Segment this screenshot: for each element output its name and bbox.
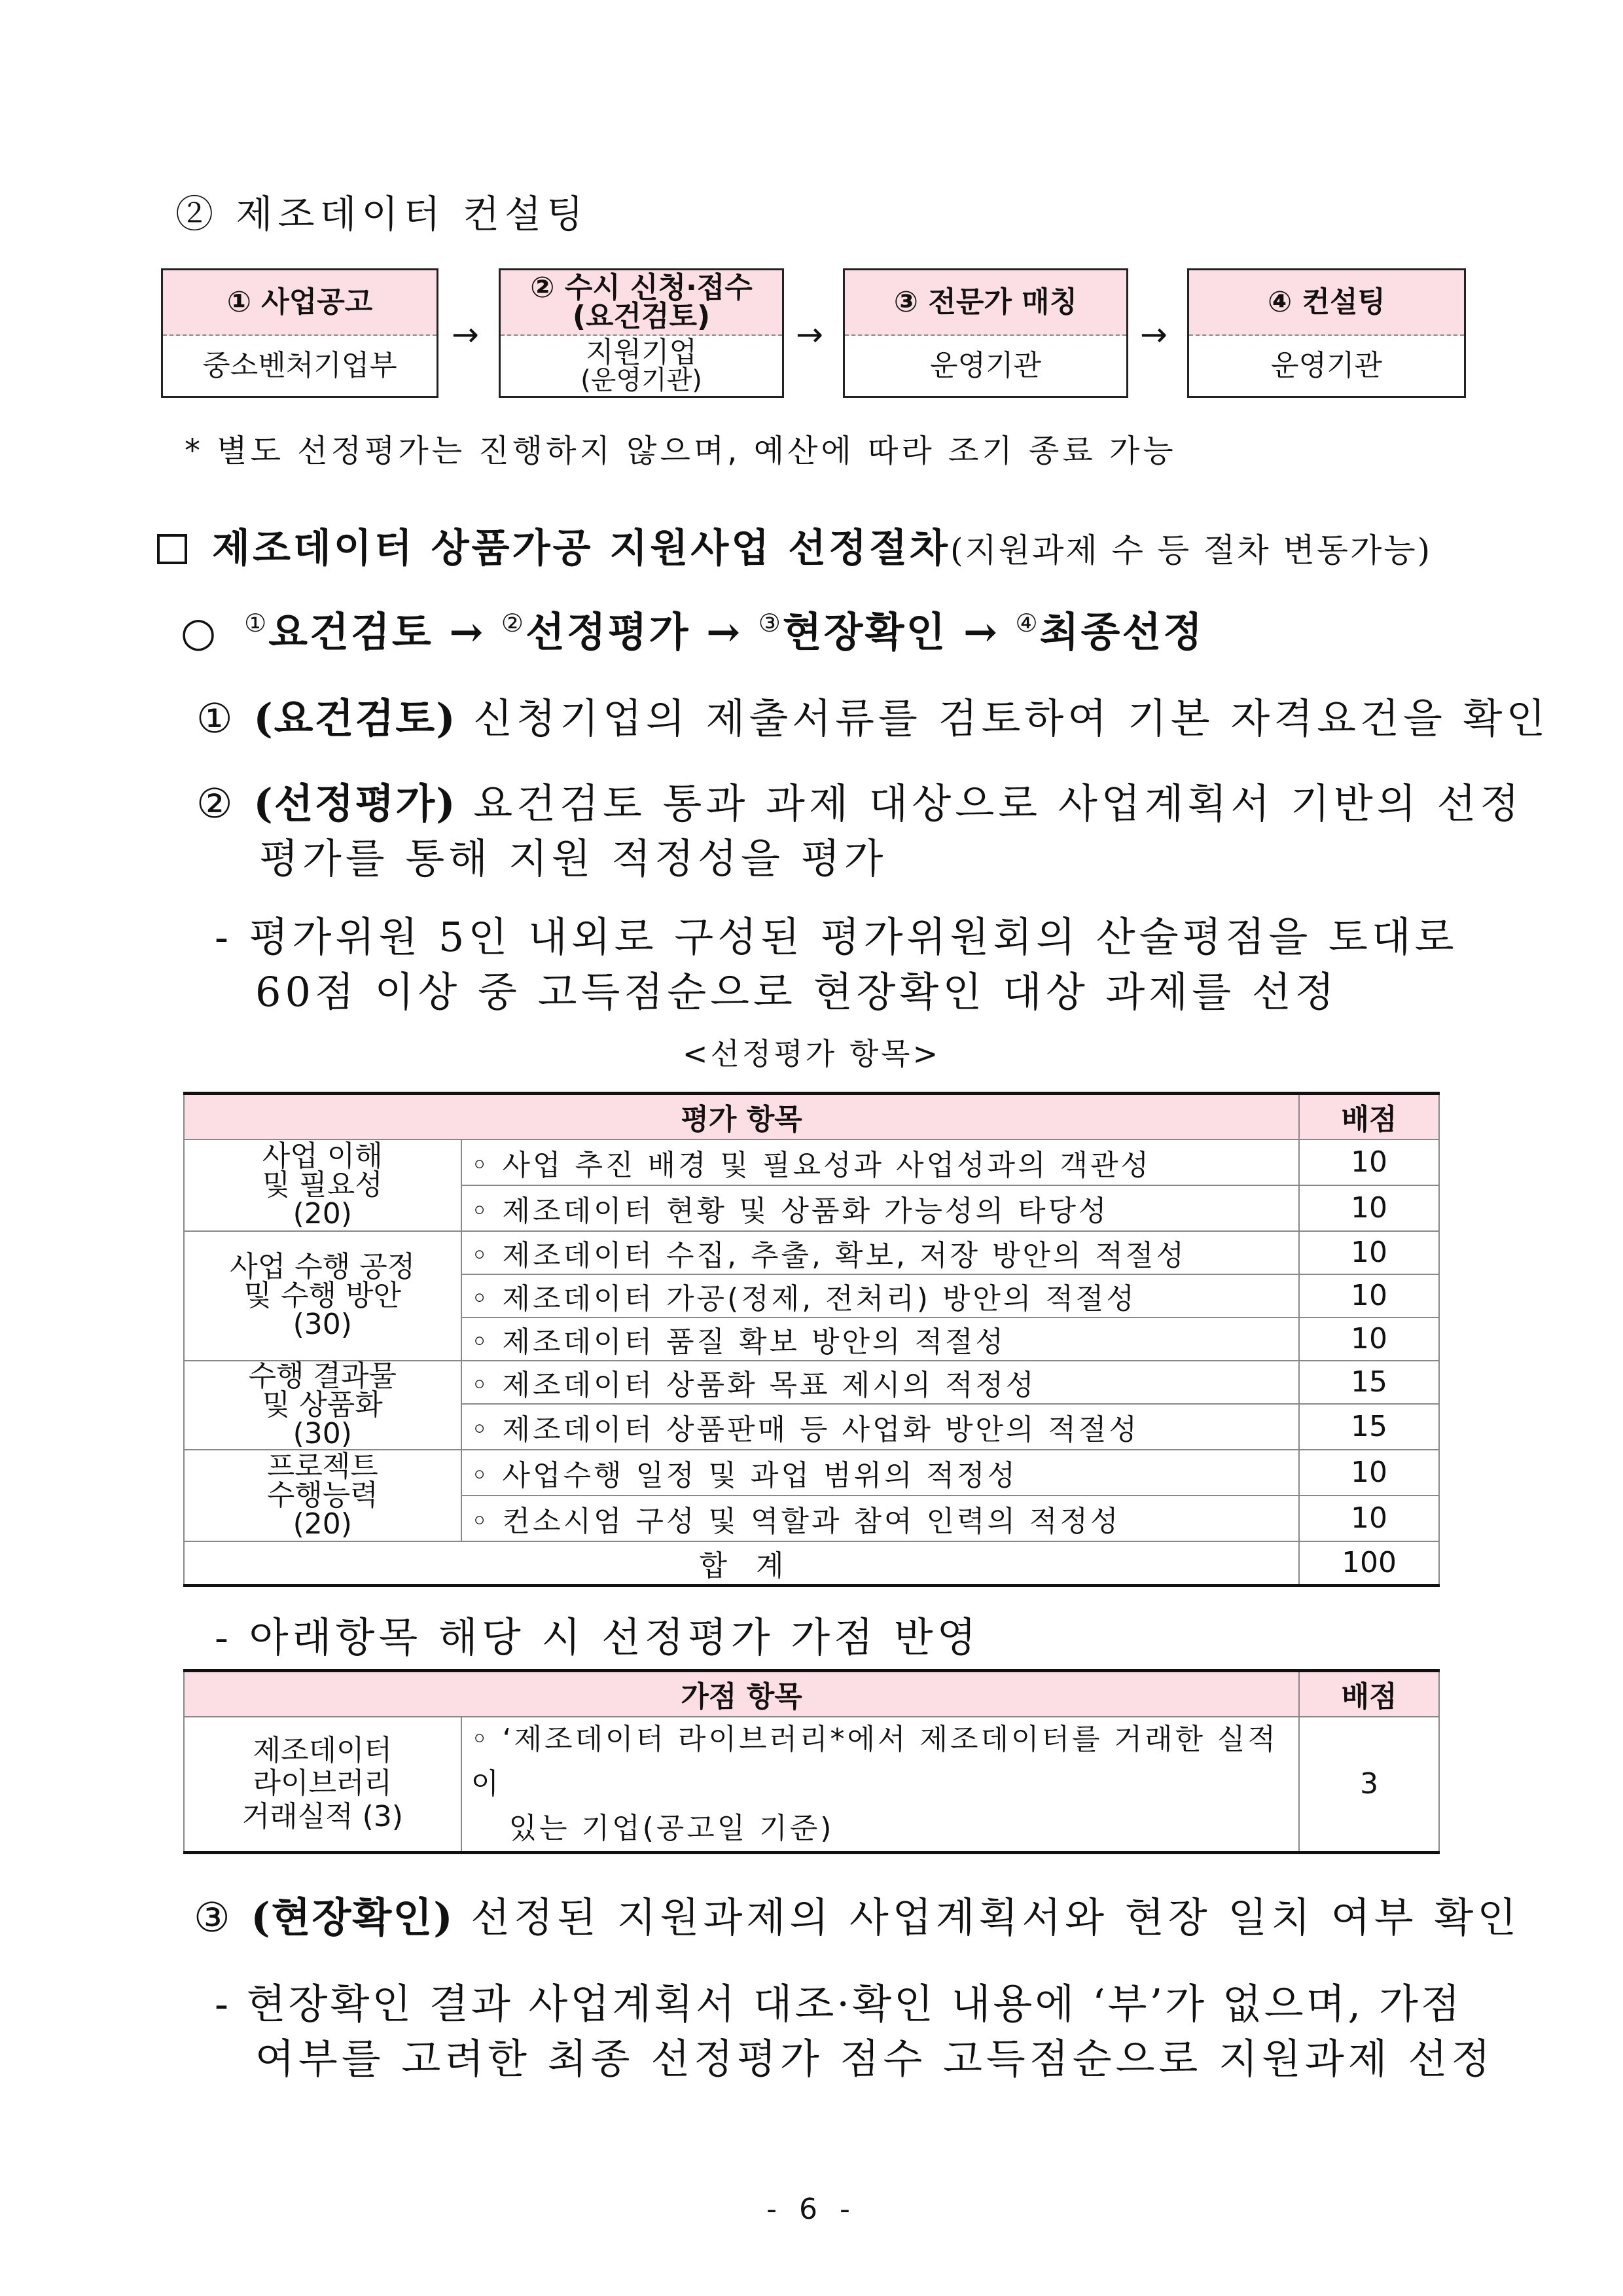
eval-score: 15 <box>1299 1404 1439 1450</box>
eval-category-line: 수행 결과물 <box>248 1359 397 1393</box>
flow-box-4 <box>1187 268 1466 398</box>
eval-item: ◦ 제조데이터 현황 및 상품화 가능성의 타당성 <box>461 1185 1300 1231</box>
eval-header-score: 배점 <box>1299 1094 1439 1139</box>
eval-category-line: 및 수행 방안 <box>243 1278 402 1312</box>
step2-paragraph <box>196 771 1523 829</box>
section-heading <box>157 517 1432 573</box>
eval-score: 10 <box>1299 1496 1439 1541</box>
eval-score: 10 <box>1299 1185 1439 1231</box>
step3-dash-line2: 여부를 고려한 최종 선정평가 점수 고득점순으로 지원과제 선정 <box>255 2035 1495 2083</box>
table-row <box>184 1717 1439 1853</box>
eval-table-header <box>184 1094 1439 1139</box>
table-row <box>184 1361 1439 1404</box>
eval-category-line: 사업 이해 <box>262 1139 383 1173</box>
eval-category-line: 및 필요성 <box>262 1168 383 1202</box>
step2-num: ② <box>196 780 237 827</box>
flow-box-2-body-line2: (운영기관) <box>580 365 702 395</box>
step-label: 선정평가 <box>525 608 690 656</box>
eval-category <box>184 1450 461 1541</box>
selection-steps <box>181 600 1204 658</box>
step1-paragraph <box>196 686 1549 744</box>
table-row <box>184 1450 1439 1496</box>
eval-score: 10 <box>1299 1274 1439 1318</box>
heading-subtitle: (지원과제 수 등 절차 변동가능) <box>950 531 1433 569</box>
flow-box-2-body-line1: 지원기업 <box>585 336 697 369</box>
eval-category-line: 프로젝트 <box>266 1449 378 1483</box>
flow-arrow: → <box>1140 315 1168 353</box>
heading-title: 제조데이터 상품가공 지원사업 선정절차 <box>212 526 950 571</box>
step3-num: ③ <box>194 1893 234 1941</box>
step3-dash-line1: - 현장확인 결과 사업계획서 대조·확인 내용에 ‘부’가 없으며, 가점 <box>215 1980 1463 2028</box>
flow-box-1-head: ① 사업공고 <box>163 270 437 336</box>
flow-note: * 별도 선정평가는 진행하지 않으며, 예산에 따라 조기 종료 가능 <box>185 433 1177 469</box>
flow-box-1-body: 중소벤처기업부 <box>202 349 397 382</box>
step-label: 현장확인 <box>782 608 948 656</box>
eval-item: ◦ 컨소시엄 구성 및 역할과 참여 인력의 적정성 <box>461 1496 1300 1541</box>
eval-category-line: 및 상품화 <box>262 1388 383 1422</box>
eval-category <box>184 1231 461 1361</box>
flow-box-2-body <box>501 336 782 396</box>
step2-dash-line2: 60점 이상 중 고득점순으로 현장확인 대상 과제를 선정 <box>255 968 1338 1016</box>
eval-total-row <box>184 1541 1439 1586</box>
flow-box-2-head-line1: ② 수시 신청·접수 <box>530 271 753 304</box>
step-label: 요건검토 <box>268 608 433 656</box>
eval-header-item: 평가 항목 <box>184 1094 1299 1139</box>
flow-box-1 <box>161 268 438 398</box>
step-arrow: → <box>706 608 743 656</box>
eval-category-line: 사업 수행 공정 <box>230 1249 416 1283</box>
step-num: ② <box>501 609 526 637</box>
bonus-header-item: 가점 항목 <box>184 1671 1299 1717</box>
table-row <box>184 1139 1439 1185</box>
bonus-item-line: 있는 기업(공고일 기준) <box>508 1811 834 1845</box>
eval-item: ◦ 제조데이터 수집, 추출, 확보, 저장 방안의 적절성 <box>461 1231 1300 1274</box>
step-num: ① <box>244 609 269 637</box>
eval-item: ◦ 제조데이터 품질 확보 방안의 적절성 <box>461 1318 1300 1361</box>
step1-text: 신청기업의 제출서류를 검토하여 기본 자격요건을 확인 <box>473 694 1550 742</box>
eval-score: 15 <box>1299 1361 1439 1404</box>
step-arrow: → <box>963 608 999 656</box>
section-title: ② 제조데이터 컨설팅 <box>175 192 589 236</box>
eval-item: ◦ 제조데이터 상품화 목표 제시의 적정성 <box>461 1361 1300 1404</box>
eval-category-points: (20) <box>293 1507 352 1541</box>
bonus-table <box>183 1669 1440 1854</box>
eval-item: ◦ 제조데이터 상품판매 등 사업화 방안의 적절성 <box>461 1404 1300 1450</box>
table-row <box>184 1231 1439 1274</box>
bonus-header-score: 배점 <box>1299 1671 1439 1717</box>
checkbox-square-icon <box>157 534 187 564</box>
eval-table <box>183 1092 1440 1587</box>
step-num: ③ <box>758 609 783 637</box>
step3-paragraph <box>194 1885 1520 1943</box>
bonus-item-line: ◦ ‘제조데이터 라이브러리*에서 제조데이터를 거래한 실적이 <box>471 1722 1279 1801</box>
step-label: 최종선정 <box>1039 608 1205 656</box>
step2-text2: 평가를 통해 지원 적정성을 평가 <box>259 834 887 882</box>
eval-category <box>184 1139 461 1231</box>
bonus-intro: - 아래항목 해당 시 선정평가 가점 반영 <box>215 1613 980 1661</box>
eval-score: 10 <box>1299 1231 1439 1274</box>
step3-text: 선정된 지원과제의 사업계획서와 현장 일치 여부 확인 <box>471 1893 1521 1941</box>
eval-item: ◦ 제조데이터 가공(정제, 전처리) 방안의 적절성 <box>461 1274 1300 1318</box>
bonus-category <box>184 1717 461 1853</box>
flow-arrow: → <box>452 315 479 353</box>
flow-box-2 <box>499 268 784 398</box>
eval-category-points: (30) <box>293 1416 352 1450</box>
bonus-category-line: 거래실적 (3) <box>241 1800 403 1834</box>
flow-box-4-body: 운영기관 <box>1270 349 1382 382</box>
eval-item: ◦ 사업 추진 배경 및 필요성과 사업성과의 객관성 <box>461 1139 1300 1185</box>
eval-score: 10 <box>1299 1318 1439 1361</box>
eval-category-points: (20) <box>293 1196 352 1230</box>
step3-bold: (현장확인) <box>251 1893 454 1941</box>
step-num: ④ <box>1015 609 1040 637</box>
eval-item: ◦ 사업수행 일정 및 과업 범위의 적정성 <box>461 1450 1300 1496</box>
eval-score: 10 <box>1299 1450 1439 1496</box>
eval-score: 10 <box>1299 1139 1439 1185</box>
step2-bold: (선정평가) <box>253 780 457 827</box>
step-arrow: → <box>449 608 486 656</box>
step2-text1: 요건검토 통과 과제 대상으로 사업계획서 기반의 선정 <box>473 780 1524 827</box>
bullet-circle-icon: ○ <box>181 608 219 656</box>
flow-box-3-body: 운영기관 <box>929 349 1041 382</box>
eval-category-points: (30) <box>293 1307 352 1341</box>
bonus-category-line: 라이브러리 <box>253 1767 393 1801</box>
bonus-category-line: 제조데이터 <box>253 1733 393 1767</box>
page-number: - 6 - <box>766 2193 857 2226</box>
step1-bold: (요건검토) <box>253 694 457 742</box>
flow-box-2-head-line2: (요건검토) <box>572 300 711 333</box>
step1-num: ① <box>196 694 237 742</box>
flow-box-2-head <box>501 270 782 336</box>
eval-total-label: 합 계 <box>184 1541 1299 1586</box>
flow-arrow: → <box>796 315 823 353</box>
bonus-table-header <box>184 1671 1439 1717</box>
bonus-score: 3 <box>1299 1717 1439 1853</box>
eval-total-score: 100 <box>1299 1541 1439 1586</box>
flow-box-3-head: ③ 전문가 매칭 <box>845 270 1126 336</box>
step2-dash-line1: - 평가위원 5인 내외로 구성된 평가위원회의 산술평점을 토대로 <box>215 913 1458 961</box>
flow-box-4-head: ④ 컨설팅 <box>1189 270 1464 336</box>
bonus-item <box>461 1717 1300 1853</box>
eval-category-line: 수행능력 <box>266 1478 378 1512</box>
eval-table-caption: <선정평가 항목> <box>682 1036 941 1071</box>
eval-category <box>184 1361 461 1450</box>
flow-box-3 <box>843 268 1128 398</box>
